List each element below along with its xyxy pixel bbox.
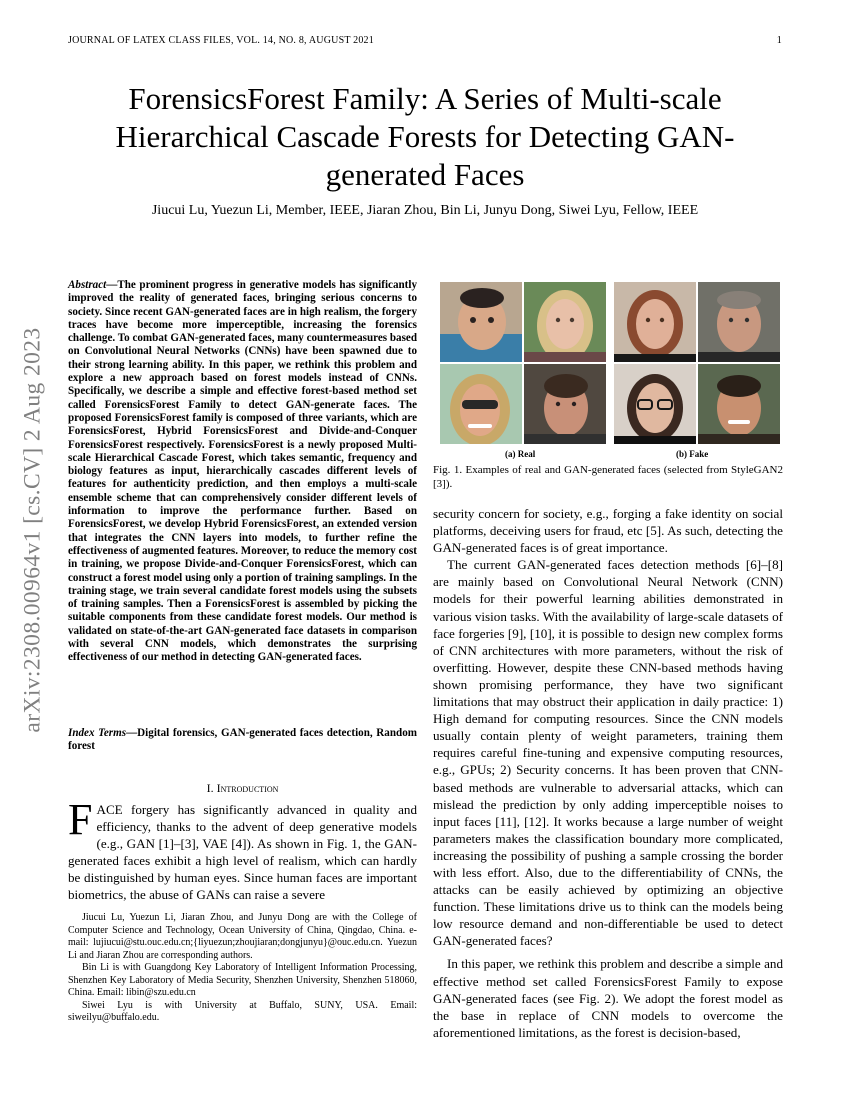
index-terms-text: —Digital forensics, GAN-generated faces detection, Random forest xyxy=(68,727,417,753)
fake-face-image-3 xyxy=(614,364,696,444)
figure-1 xyxy=(440,282,780,444)
real-face-image-4 xyxy=(524,364,606,444)
paper-title: ForensicsForest Family: A Series of Multi-scale Hierarchical Cascade Forests for Detecting GAN-generated Faces xyxy=(115,81,735,192)
author-list: Jiucui Lu, Yuezun Li, Member, IEEE, Jiaran Zhou, Bin Li, Junyu Dong, Siwei Lyu, Fellow, IEEE xyxy=(151,203,699,218)
section-heading xyxy=(68,781,417,796)
real-face-image-1 xyxy=(440,282,522,362)
footnote-affiliation-2: Bin Li is with Guangdong Key Laboratory of Intelligent Information Processing, Shenzhen Key Laboratory of Media Security, Shenzhen University, Shenzhen 518060, China. Email: libin@szu.edu.cn xyxy=(68,962,417,998)
index-terms xyxy=(68,727,417,754)
arxiv-identifier xyxy=(8,295,58,765)
abstract xyxy=(68,279,417,665)
index-terms-label: Index Terms xyxy=(68,727,127,739)
page-number: 1 xyxy=(776,35,782,46)
subfigure-caption-real: (a) Real xyxy=(505,449,536,459)
intro-paragraph xyxy=(68,795,417,904)
section-number: I. xyxy=(206,781,217,795)
arxiv-identifier-text: arXiv:2308.00964v1 [cs.CV] 2 Aug 2023 xyxy=(19,327,46,733)
section-title: Introduction xyxy=(216,781,279,795)
body-paragraph-2: The current GAN-generated faces detection methods [6]–[8] are mainly based on Convolutional Neural Network (CNN) models for their powerful learning abilities demonstrated in various vision tasks. With the availability of large-scale datasets of face forgeries [9], [10], it is possible to design new complex forms of CNN architectures with more parameters, without the risk of overfitting. However, despite these CNN-based methods having shown promising performance, they have two significant limitations that may obstruct their application in daily practice: 1) High demand for computing resources. Since the CNN models usually contain plenty of weight parameters, training them requires careful fine-tuning and expensive computing resources, e.g., GPUs; 2) Security concerns. It has been proven that CNN-based methods are vulnerable to adversarial attacks, which can mislead the prediction by only adding imperceptible noises to input faces [11], [12]. It works because a large number of weight parameters makes the classification boundary more complicated, increasing the possibility of pushing a sample crossing the border with less effort. Also, due to the differentiability of CNNs, the attacks can be easily achieved by optimizing an objective function. These limitations drive us to think can the models being low resource demand and non-differentiable be used to detect GAN-generated faces? xyxy=(433,557,783,949)
real-face-image-2 xyxy=(524,282,606,362)
abstract-text: —The prominent progress in generative models has significantly improved the reality of generated faces, bringing serious concerns to society. Since recent GAN-generated faces are in high realism, the forgery traces have become more imperceptible, increasing the forensics challenge. To combat GAN-generated faces, many countermeasures based on Convolutional Neural Networks (CNNs) have been spawned due to their strong learning ability. In this paper, we rethink this problem and explore a new approach based on forest models instead of CNNs. Specifically, we describe a simple and effective forest-based method set called ForensicsForest Family to detect GAN-generate faces. The proposed ForensicsForest family is composed of three variants, which are ForensicsForest, Hybrid ForensicsForest and Divide-and-Conquer ForensicsForest respectively. ForensicsForest is a newly proposed Multi-scale Hierarchical Cascade Forest, which takes semantic, frequency and biology features as input, hierarchically cascades different levels of features for authenticity prediction, and then employs a multi-scale ensemble scheme that can comprehensively consider different levels of information to improve the performance further. Based on ForensicsForest, we develop Hybrid ForensicsForest, an extended version that integrates the CNN layers into models, to further refine the effectiveness of augmented features. Moreover, to reduce the memory cost in training, we propose Divide-and-Conquer ForensicsForest, which can construct a forest model using only a portion of training samplings. In the training stage, we train several candidate forest models using the subsets of training samples. Then a ForensicsForest is assembled by picking the suitable components from these candidate forest models. Our method is validated on state-of-the-art GAN-generated face datasets in comparison with several CNN models, which demonstrates the surprising effectiveness of our method in detecting GAN-generated faces. xyxy=(68,279,417,664)
abstract-label: Abstract xyxy=(68,279,107,291)
figure-1-caption: Fig. 1. Examples of real and GAN-generated faces (selected from StyleGAN2 [3]). xyxy=(433,464,783,490)
body-paragraph-1: security concern for society, e.g., forging a fake identity on social platforms, deceiving users for fraud, etc [5]. As such, detecting the GAN-generated faces is of great importance. xyxy=(433,506,783,556)
drop-cap: F xyxy=(68,795,93,844)
running-header xyxy=(68,35,782,46)
subfigure-caption-fake: (b) Fake xyxy=(676,449,709,459)
right-column-body xyxy=(433,505,783,1041)
footnotes xyxy=(68,912,417,1025)
fake-face-image-1 xyxy=(614,282,696,362)
fake-face-image-2 xyxy=(698,282,780,362)
footnote-affiliation-3: Siwei Lyu is with University at Buffalo, SUNY, USA. Email: siweilyu@buffalo.edu. xyxy=(68,999,417,1023)
real-face-image-3 xyxy=(440,364,522,444)
journal-name: JOURNAL OF LATEX CLASS FILES, VOL. 14, NO. 8, AUGUST 2021 xyxy=(68,35,374,46)
intro-text: ACE forgery has significantly advanced in quality and efficiency, thanks to the advent of deep generative models (e.g., GAN [1]–[3], VAE [4]). As shown in Fig. 1, the GAN-generated faces exhibit a high level of realism, which can hardly be distinguished by human eyes. Since human faces are important biometrics, the abuse of GANs can raise a severe xyxy=(68,802,417,903)
body-paragraph-3: In this paper, we rethink this problem and describe a simple and effective method set called ForensicsForest Family to expose GAN-generated faces (see Fig. 2). We adopt the forest model as the base in replace of CNN models to overcome the aforementioned limitations, as the forest is decision-based, xyxy=(433,956,783,1040)
fake-face-image-4 xyxy=(698,364,780,444)
footnote-affiliation-1: Jiucui Lu, Yuezun Li, Jiaran Zhou, and Junyu Dong are with the College of Computer Science and Technology, Ocean University of China, Qingdao, China. e-mail: lujiucui@stu.ouc.edu.cn;{liyuezun;zhoujiaran;dongjunyu}@ouc.edu.cn. Yuezun Li and Jiaran Zhou are corresponding authors. xyxy=(68,912,417,961)
